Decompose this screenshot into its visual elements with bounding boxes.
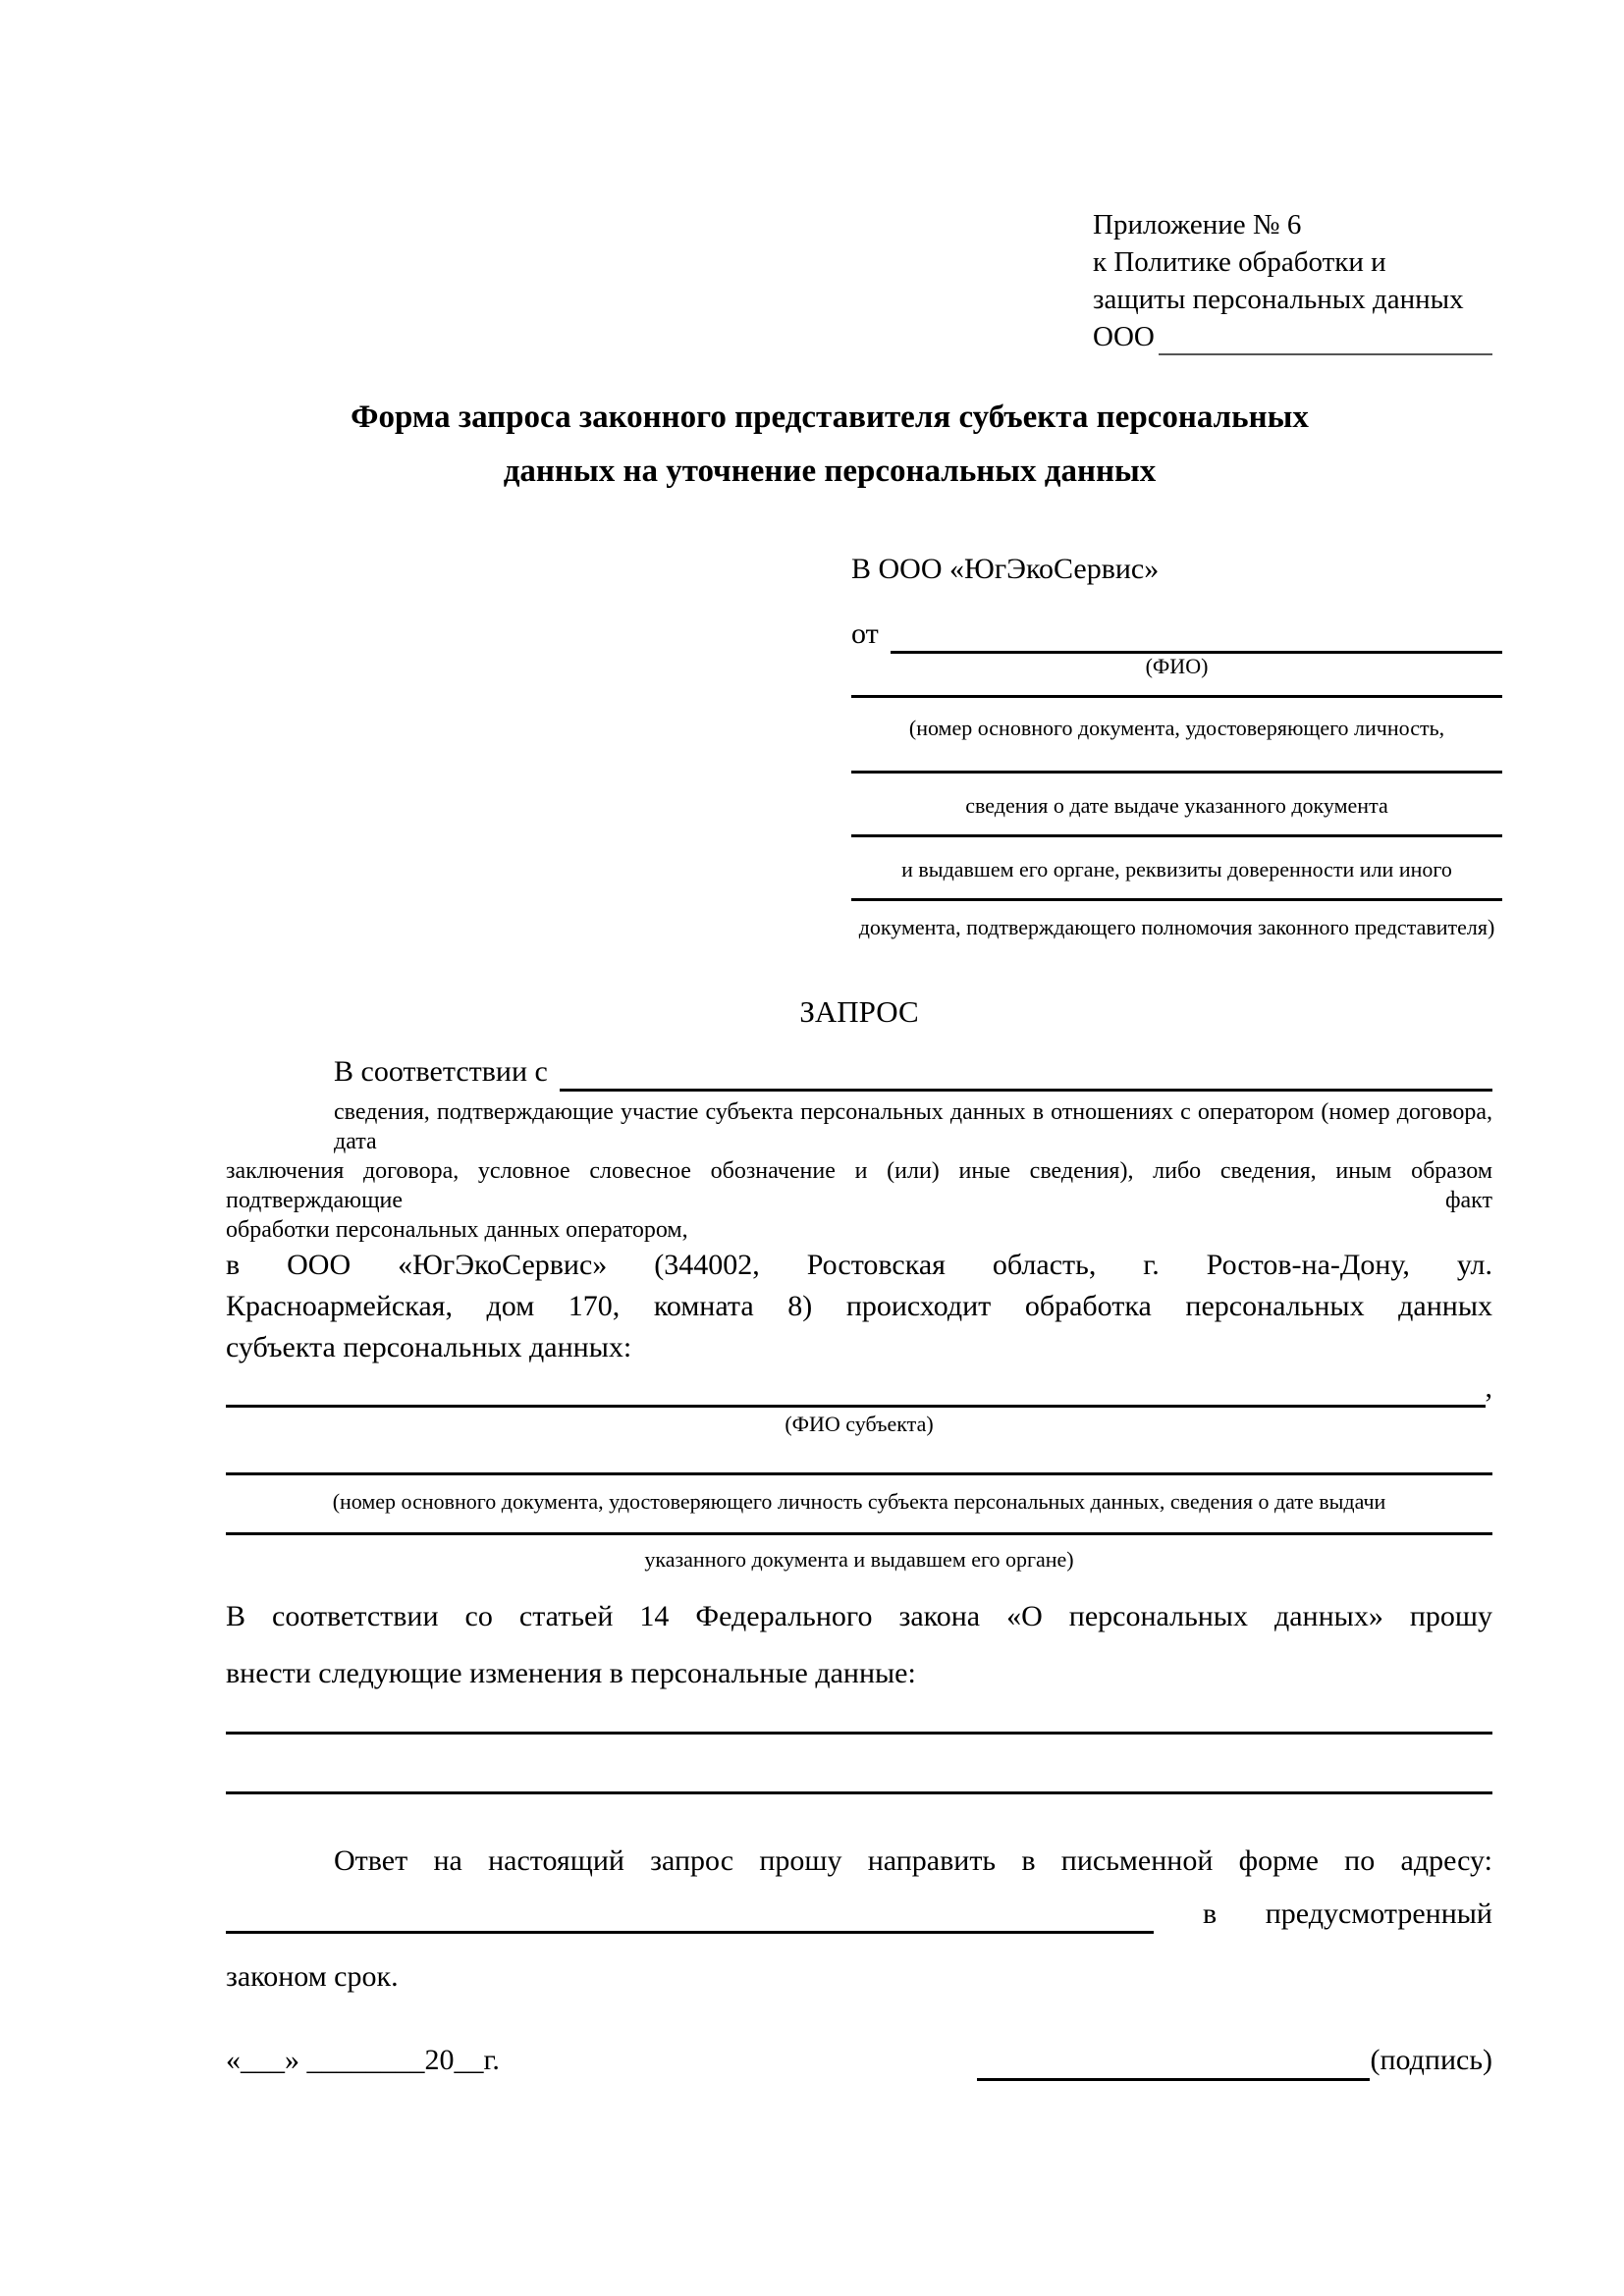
company-blank-row (1093, 318, 1492, 355)
annex-policy-line2: защиты персональных данных (1093, 284, 1464, 315)
document-number-caption: (номер основного документа, удостоверяющего личность, (908, 716, 1445, 740)
authority-document-field-line[interactable] (851, 898, 1502, 901)
subject-document-field-line[interactable] (226, 1472, 1492, 1475)
form-title-line1: Форма запроса законного представителя субъекта персональных (351, 400, 1309, 435)
accordance-field-line[interactable] (560, 1079, 1492, 1092)
article-line2: внести следующие изменения в персональные данные: (226, 1657, 916, 1689)
fine-print-note (226, 1097, 1492, 1245)
addressee-company: В ООО «ЮгЭкоСервис» (851, 553, 1160, 585)
subject-document-caption: (номер основного документа, удостоверяющего личность субъекта персональных данных, сведения о дате выдачи (332, 1489, 1386, 1514)
authority-document-caption: документа, подтверждающего полномочия законного представителя) (858, 915, 1495, 939)
subject-comma: , (1485, 1371, 1492, 1404)
footer-row (226, 2040, 1492, 2081)
form-title-line2: данных на уточнение персональных данных (503, 454, 1157, 489)
operator-line2: Красноармейская, дом 170, комната 8) происходит обработка персональных данных (226, 1290, 1492, 1322)
reply-word-v: в (1203, 1897, 1218, 1930)
subject-fio-field-line[interactable] (226, 1395, 1486, 1408)
form-title (167, 391, 1492, 499)
subject-authority-caption: указанного документа и выдавшем его органе) (644, 1547, 1074, 1572)
date-line: «___» ________20__г. (226, 2044, 500, 2076)
company-name-field-line[interactable] (1159, 347, 1492, 355)
operator-paragraph (226, 1245, 1492, 1368)
subject-fio-caption: (ФИО субъекта) (785, 1412, 934, 1436)
reply-line1: Ответ на настоящий запрос прошу направить в письменной форме по адресу: (334, 1844, 1492, 1877)
addressee-block (851, 550, 1502, 940)
document-number-field-line[interactable] (851, 695, 1502, 698)
issuing-authority-caption: и выдавшем его органе, реквизиты доверенности или иного (901, 857, 1452, 881)
subject-fio-row (226, 1368, 1492, 1408)
fine-print-line3: обработки персональных данных оператором, (226, 1217, 688, 1243)
annex-header (1093, 206, 1492, 355)
from-row (851, 614, 1502, 654)
signature-caption: (подпись) (1370, 2044, 1492, 2076)
issuing-authority-field-line[interactable] (851, 834, 1502, 837)
annex-number: Приложение № 6 (1093, 209, 1302, 240)
operator-line3: субъекта персональных данных: (226, 1331, 632, 1363)
ooo-prefix: ООО (1093, 321, 1155, 352)
reply-address-row (226, 1895, 1492, 1934)
issue-date-caption: сведения о дате выдаче указанного документа (965, 793, 1388, 818)
reply-tail: законом срок. (226, 1960, 399, 1993)
changes-field-line-2[interactable] (226, 1791, 1492, 1794)
annex-policy-line1: к Политике обработки и (1093, 246, 1386, 278)
reply-paragraph (226, 1842, 1492, 1881)
signature-field-line[interactable] (977, 2069, 1370, 2081)
fio-field-line[interactable] (891, 641, 1502, 654)
fine-print-line2: заключения договора, условное словесное обозначение и (или) иные сведения), либо сведения, иным образом подтверждающие факт (226, 1158, 1492, 1213)
issue-date-field-line[interactable] (851, 771, 1502, 774)
changes-field-line-1[interactable] (226, 1732, 1492, 1735)
signature-group (977, 2040, 1492, 2081)
accordance-prefix: В соответствии с (334, 1055, 548, 1088)
article-paragraph (226, 1588, 1492, 1702)
subject-authority-field-line[interactable] (226, 1532, 1492, 1535)
accordance-row (226, 1052, 1492, 1092)
article-line1: В соответствии со статьей 14 Федерального закона «О персональных данных» прошу (226, 1600, 1492, 1632)
operator-line1: в ООО «ЮгЭкоСервис» (344002, Ростовская область, г. Ростов-на-Дону, ул. (226, 1249, 1492, 1281)
fine-print-line1: сведения, подтверждающие участие субъекта персональных данных в отношениях с оператором (номер договора, дата (334, 1099, 1492, 1154)
fio-caption: (ФИО) (1145, 654, 1209, 678)
address-field-line[interactable] (226, 1921, 1154, 1934)
from-label: от (851, 617, 879, 650)
reply-word-predusmotrenny: предусмотренный (1265, 1897, 1492, 1930)
request-heading: ЗАПРОС (799, 994, 919, 1029)
